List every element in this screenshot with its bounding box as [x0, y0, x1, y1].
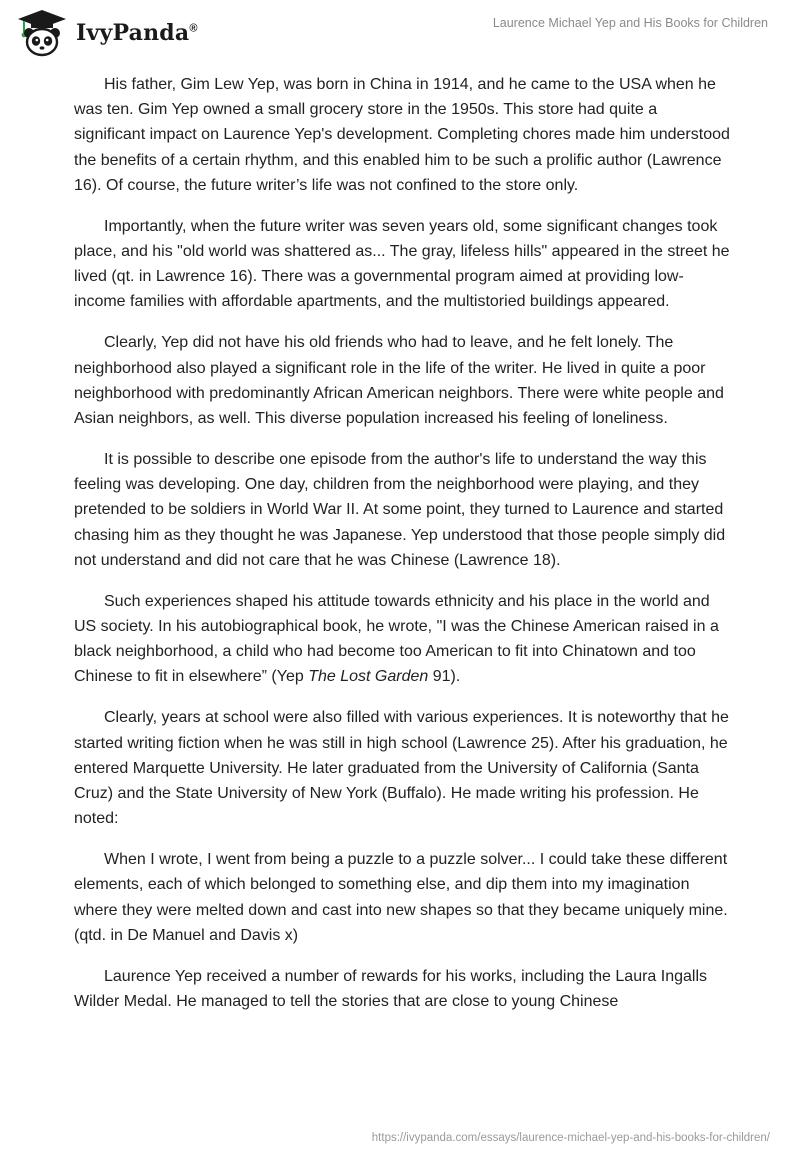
ivypanda-logo[interactable] [14, 8, 198, 58]
paragraph: His father, Gim Lew Yep, was born in China in 1914, and he came to the USA when he was ten. Gim Yep owned a small grocery store in the 1950s. This store had quite a significant impact on Laurence Yep's development. Completing chores made him understood the benefits of a certain rhythm, and this enabled him to be such a prolific author (Lawrence 16). Of course, the future writer’s life was not confined to the store only. [74, 76, 730, 194]
panda-graduate-icon [14, 8, 70, 58]
paragraph: It is possible to describe one episode from the author's life to understand the way this feeling was developing. One day, children from the neighborhood were playing, and they pretended to be soldiers in World War II. At some point, they turned to Laurence and started chasing him as they thought he was Japanese. Yep understood that those people simply did not understand and did not care that he was Chinese (Lawrence 18). [74, 451, 726, 569]
brand-name: IvyPanda® [76, 20, 198, 46]
paragraph: Importantly, when the future writer was seven years old, some significant changes took place, and his "old world was shattered as... The gray, lifeless hills" appeared in the street he lived (qt. in Lawrence 16). There was a governmental program aimed at providing low-income families with affordable apartments, and the multistoried buildings appeared. [74, 217, 730, 311]
paragraph: Clearly, Yep did not have his old friends who had to leave, and he felt lonely. The neighborhood also played a significant role in the life of the writer. He lived in quite a poor neighborhood with predominantly African American neighbors. There were white people and Asian neighbors, as well. This diverse population increased his feeling of loneliness. [74, 334, 724, 428]
page-header [0, 0, 800, 60]
paragraph: Clearly, years at school were also filled with various experiences. It is noteworthy that he started writing fiction when he was still in high school (Lawrence 25). After his graduation, he entered Marquette University. He later graduated from the University of California (Santa Cruz) and the State University of New York (Buffalo). He made writing his profession. He noted: [74, 709, 729, 828]
paragraph: Such experiences shaped his attitude towards ethnicity and his place in the world and US society. In his autobiographical book, he wrote, "I was the Chinese American raised in a black neighborhood, a child who had become too American to fit into Chinatown and too Chinese to fit in elsewhere” (Yep The Lost Garden 91). [74, 592, 719, 686]
paragraph: Laurence Yep received a number of rewards for his works, including the Laura Ingalls Wilder Medal. He managed to tell the stories that are close to young Chinese [74, 967, 708, 1011]
block-quote: When I wrote, I went from being a puzzle to a puzzle solver... I could take these different elements, each of which belonged to something else, and dip them into my imagination where they were melted down and cast into new shapes so that they became uniquely mine. (qtd. in De Manuel and Davis x) [74, 851, 728, 944]
essay-body [74, 72, 730, 1030]
book-title: The Lost Garden [308, 668, 429, 686]
document-title: Laurence Michael Yep and His Books for Children [492, 16, 768, 30]
source-url[interactable]: https://ivypanda.com/essays/laurence-michael-yep-and-his-books-for-children/ [371, 1132, 770, 1144]
